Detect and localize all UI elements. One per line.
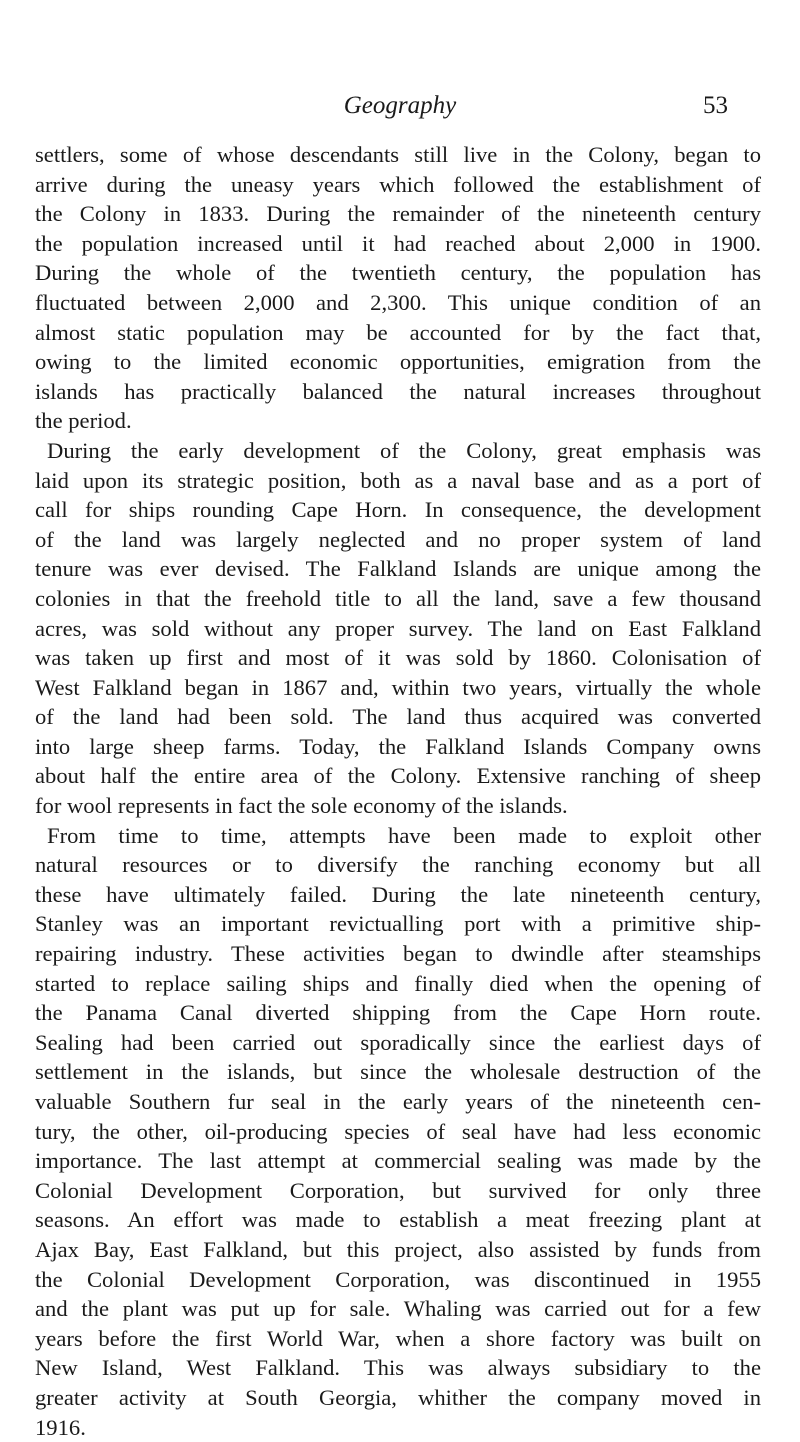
text-line: Sealing had been carried out sporadically since the earliest days of bbox=[35, 1029, 761, 1055]
text-line: of the land had been sold. The land thus acquired was converted bbox=[35, 704, 761, 730]
text-line: years before the first World War, when a shore factory was built on bbox=[35, 1325, 761, 1351]
text-line: 1916. bbox=[35, 1414, 86, 1440]
text-line: Ajax Bay, East Falkland, but this project, also assisted by funds from bbox=[35, 1236, 761, 1262]
text-line: call for ships rounding Cape Horn. In consequence, the development bbox=[35, 497, 761, 523]
text-line: importance. The last attempt at commercial sealing was made by the bbox=[35, 1148, 761, 1174]
text-line: of the land was largely neglected and no proper system of land bbox=[35, 526, 761, 552]
text-line: colonies in that the freehold title to all the land, save a few thousand bbox=[35, 585, 761, 611]
text-line: Colonial Development Corporation, but survived for only three bbox=[35, 1177, 761, 1203]
text-line: seasons. An effort was made to establish a meat freezing plant at bbox=[35, 1207, 761, 1233]
text-line: and the plant was put up for sale. Whaling was carried out for a few bbox=[35, 1296, 761, 1322]
text-line: fluctuated between 2,000 and 2,300. This unique condition of an bbox=[35, 289, 761, 315]
text-line: islands has practically balanced the natural increases throughout bbox=[35, 378, 761, 404]
text-line: valuable Southern fur seal in the early years of the nineteenth cen- bbox=[35, 1089, 761, 1114]
page-header bbox=[0, 88, 800, 124]
text-line: tenure was ever devised. The Falkland Islands are unique among the bbox=[35, 556, 761, 582]
text-line: New Island, West Falkland. This was always subsidiary to the bbox=[35, 1355, 761, 1381]
text-line: acres, was sold without any proper survey. The land on East Falkland bbox=[35, 615, 761, 641]
text-line: the period. bbox=[35, 408, 132, 434]
text-line: Stanley was an important revictualling port with a primitive ship- bbox=[35, 911, 761, 937]
text-line: the Colonial Development Corporation, was discontinued in 1955 bbox=[35, 1266, 761, 1292]
text-line: owing to the limited economic opportunities, emigration from the bbox=[35, 349, 761, 375]
text-line: West Falkland began in 1867 and, within two years, virtually the whole bbox=[35, 674, 761, 700]
text-line: tury, the other, oil-producing species of seal have had less economic bbox=[35, 1118, 761, 1144]
text-line: the Colony in 1833. During the remainder of the nineteenth century bbox=[35, 201, 761, 227]
page-number: 53 bbox=[703, 92, 728, 119]
text-line: During the early development of the Colony, great emphasis was bbox=[47, 437, 761, 463]
text-line: settlement in the islands, but since the wholesale destruction of the bbox=[35, 1059, 761, 1085]
text-line: repairing industry. These activities began to dwindle after steamships bbox=[35, 941, 761, 967]
text-line: arrive during the uneasy years which followed the establishment of bbox=[35, 171, 761, 197]
text-line: these have ultimately failed. During the late nineteenth century, bbox=[35, 881, 761, 907]
text-line: From time to time, attempts have been made to exploit other bbox=[47, 822, 761, 848]
text-line: settlers, some of whose descendants still live in the Colony, began to bbox=[35, 142, 761, 167]
text-line: for wool represents in fact the sole economy of the islands. bbox=[35, 793, 568, 819]
text-line: was taken up first and most of it was sold by 1860. Colonisation of bbox=[35, 645, 761, 671]
text-line: laid upon its strategic position, both as a naval base and as a port of bbox=[35, 467, 761, 493]
text-line: started to replace sailing ships and finally died when the opening of bbox=[35, 970, 761, 996]
text-line: into large sheep farms. Today, the Falkland Islands Company owns bbox=[35, 733, 761, 759]
text-line: the Panama Canal diverted shipping from the Cape Horn route. bbox=[35, 1000, 761, 1026]
text-line: almost static population may be accounted for by the fact that, bbox=[35, 319, 761, 345]
text-line: During the whole of the twentieth century, the population has bbox=[35, 260, 761, 286]
running-head: Geography bbox=[343, 92, 457, 119]
text-line: greater activity at South Georgia, whither the company moved in bbox=[35, 1384, 761, 1410]
text-line: about half the entire area of the Colony. Extensive ranching of sheep bbox=[35, 763, 761, 789]
text-line: natural resources or to diversify the ranching economy but all bbox=[35, 852, 761, 878]
body-text bbox=[35, 140, 761, 1442]
text-line: the population increased until it had reached about 2,000 in 1900. bbox=[35, 230, 761, 256]
